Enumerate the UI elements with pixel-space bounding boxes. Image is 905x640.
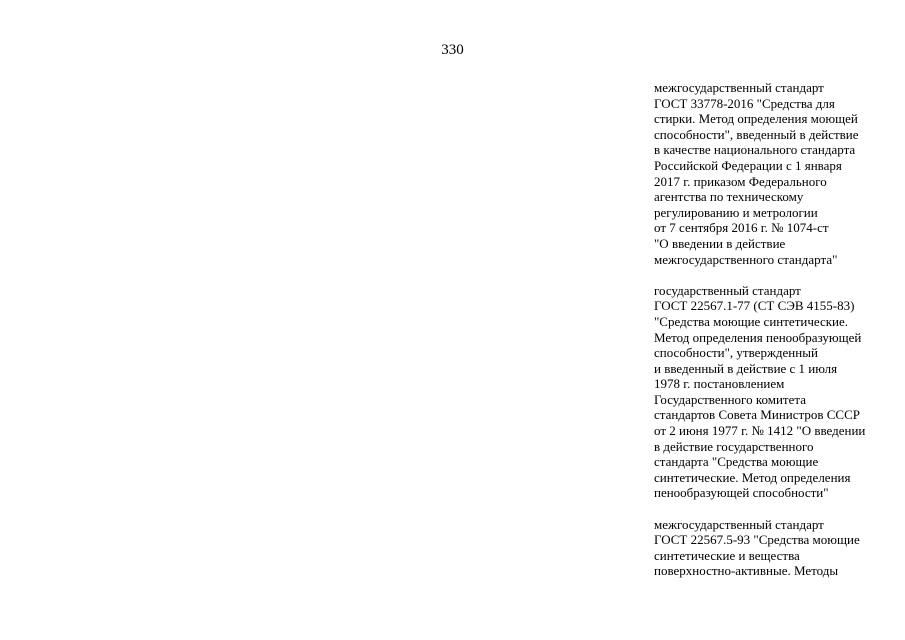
text-line: стандарта "Средства моющие: [654, 454, 819, 470]
text-line: Государственного комитета: [654, 391, 806, 407]
text-line: стирки. Метод определения моющей: [654, 111, 858, 127]
text-line: пенообразующей способности": [654, 485, 829, 501]
text-line: регулированию и метрологии: [654, 204, 818, 220]
text-line: от 7 сентября 2016 г. № 1074-ст: [654, 220, 829, 236]
text-line: ГОСТ 22567.5-93 "Средства моющие: [654, 532, 860, 548]
text-line: способности", утвержденный: [654, 345, 818, 361]
text-line: Метод определения пенообразующей: [654, 329, 862, 345]
text-line: "О введении в действие: [654, 235, 786, 251]
text-line: Российской Федерации с 1 января: [654, 157, 842, 173]
text-line: межгосударственный стандарт: [654, 80, 824, 95]
standard-entry-3: [654, 517, 899, 579]
text-column: [654, 80, 899, 595]
text-line: государственный стандарт: [654, 282, 801, 298]
text-line: межгосударственный стандарт: [654, 516, 824, 532]
text-line: синтетические и вещества: [654, 547, 800, 563]
text-line: "Средства моющие синтетические.: [654, 313, 849, 329]
text-line: и введенный в действие с 1 июля: [654, 360, 838, 376]
text-line: ГОСТ 33778-2016 "Средства для: [654, 95, 835, 111]
standard-entry-1: [654, 80, 899, 267]
text-line: от 2 июня 1977 г. № 1412 "О введении: [654, 423, 866, 439]
text-line: в действие государственного: [654, 438, 814, 454]
text-line: стандартов Совета Министров СССР: [654, 407, 860, 423]
standard-entry-2: [654, 283, 899, 501]
page-number: 330: [441, 42, 464, 58]
text-line: межгосударственного стандарта": [654, 251, 838, 267]
text-line: синтетические. Метод определения: [654, 469, 851, 485]
text-line: агентства по техническому: [654, 189, 804, 205]
text-line: способности", введенный в действие: [654, 126, 859, 142]
text-line: 2017 г. приказом Федерального: [654, 173, 827, 189]
text-line: ГОСТ 22567.1-77 (СТ СЭВ 4155-83): [654, 298, 855, 314]
text-line: 1978 г. постановлением: [654, 376, 785, 392]
text-line: поверхностно-активные. Методы: [654, 563, 839, 579]
text-line: в качестве национального стандарта: [654, 142, 856, 158]
